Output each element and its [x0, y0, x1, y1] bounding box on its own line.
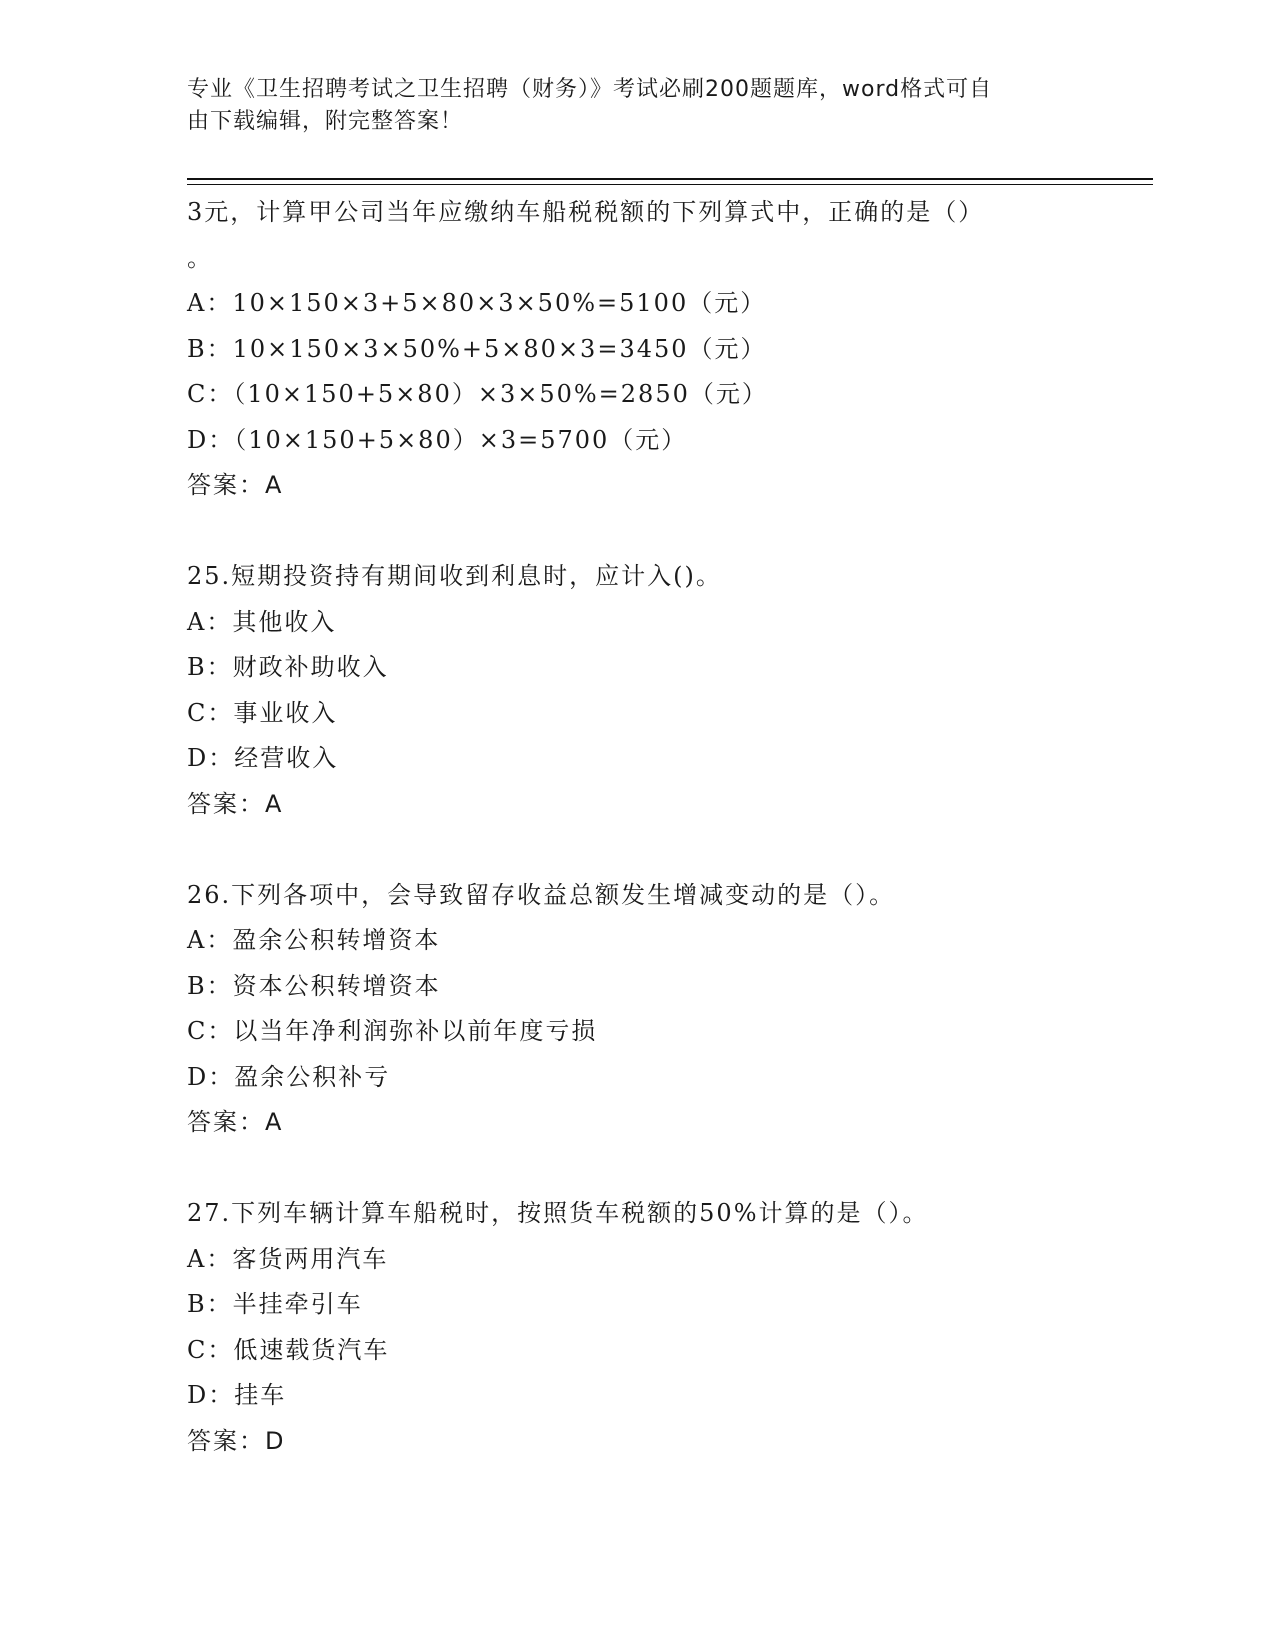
option-d: D：经营收入 [187, 744, 339, 772]
question-27 [187, 1191, 1147, 1464]
question-stem: 26.下列各项中，会导致留存收益总额发生增减变动的是（）。 [187, 880, 896, 909]
question-stem: 25.短期投资持有期间收到利息时，应计入()。 [187, 562, 722, 590]
option-b: B：半挂牵引车 [187, 1290, 363, 1318]
answer-line: 答案：A [187, 1108, 284, 1136]
question-stem-end: 。 [187, 243, 213, 272]
spacer [187, 509, 1147, 555]
header-divider-thin [187, 184, 1153, 185]
option-a: A：其他收入 [187, 607, 337, 636]
spacer [187, 827, 1147, 873]
header-line-2: 由下载编辑，附完整答案！ [187, 109, 464, 134]
option-a: A：客货两用汽车 [187, 1244, 389, 1273]
document-header [187, 74, 1067, 138]
question-26 [187, 873, 1147, 1146]
question-list [187, 190, 1147, 1464]
option-c: C：事业收入 [187, 698, 338, 727]
question-stem: 27.下列车辆计算车船税时，按照货车税额的50%计算的是（）。 [187, 1199, 929, 1227]
question-stem-continued: 3元，计算甲公司当年应缴纳车船税税额的下列算式中，正确的是（） [187, 198, 985, 226]
question-24 [187, 190, 1147, 509]
option-c: C：（10×150+5×80）×3×50%=2850（元） [187, 380, 768, 408]
option-a: A：10×150×3+5×80×3×50%=5100（元） [187, 289, 767, 317]
option-c: C：低速载货汽车 [187, 1335, 390, 1364]
header-divider-thick [187, 178, 1153, 180]
option-c: C：以当年净利润弥补以前年度亏损 [187, 1017, 598, 1045]
option-d: D：盈余公积补亏 [187, 1062, 391, 1091]
option-d: D：挂车 [187, 1381, 287, 1409]
question-25 [187, 554, 1147, 827]
option-b: B：资本公积转增资本 [187, 971, 441, 1000]
option-d: D：（10×150+5×80）×3=5700（元） [187, 425, 688, 454]
answer-line: 答案：D [187, 1426, 286, 1455]
spacer [187, 1146, 1147, 1192]
answer-line: 答案：A [187, 471, 284, 499]
option-b: B：财政补助收入 [187, 653, 389, 681]
option-b: B：10×150×3×50%+5×80×3=3450（元） [187, 334, 767, 363]
answer-line: 答案：A [187, 789, 284, 818]
header-line-1: 专业《卫生招聘考试之卫生招聘（财务）》考试必刷200题题库，word格式可自 [187, 77, 993, 102]
option-a: A：盈余公积转增资本 [187, 926, 441, 954]
